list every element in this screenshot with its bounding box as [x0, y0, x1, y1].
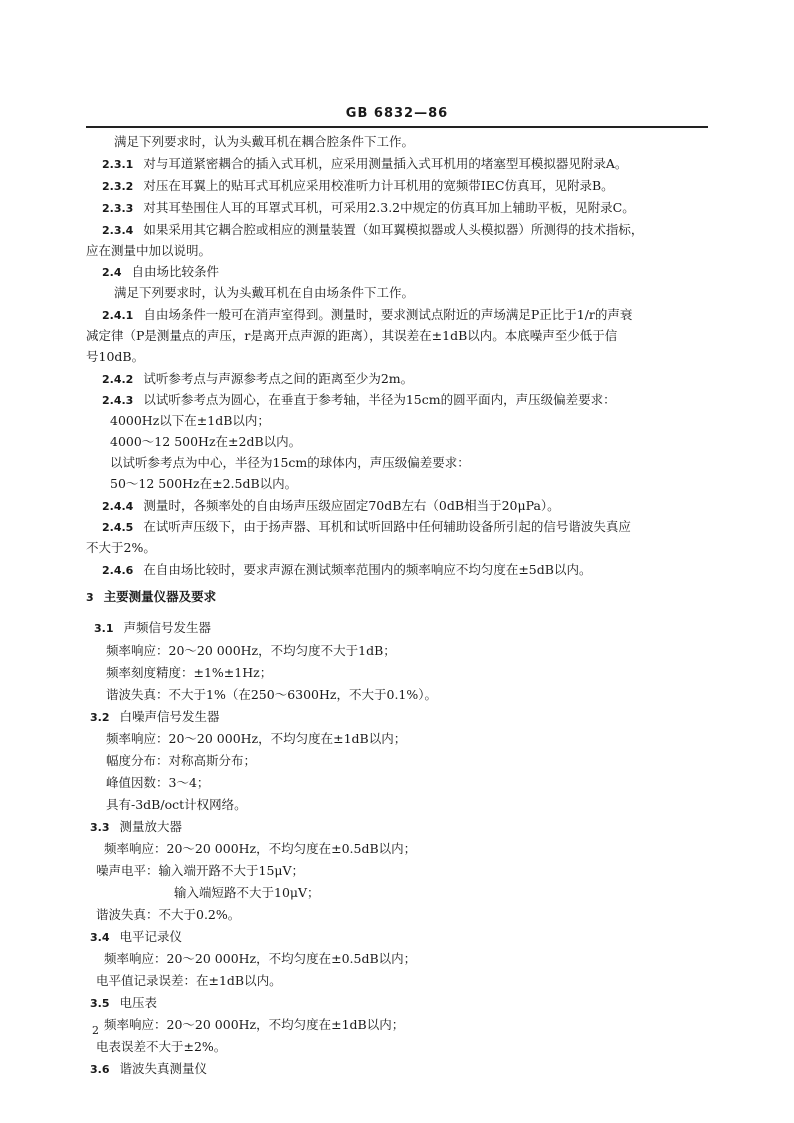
text-line — [96, 970, 282, 991]
line-text: 满足下列要求时，认为头戴耳机在自由场条件下工作。 — [114, 285, 415, 300]
line-text: 满足下列要求时，认为头戴耳机在耦合腔条件下工作。 — [114, 134, 415, 149]
section-number: 2.3.3 — [102, 202, 134, 215]
line-text: 对与耳道紧密耦合的插入式耳机，应采用测量插入式耳机用的堵塞型耳模拟器见附录A。 — [143, 156, 628, 171]
text-line — [102, 559, 591, 580]
text-line — [174, 882, 320, 903]
text-line — [102, 219, 643, 240]
line-text: 频率响应：20～20 000Hz，不均匀度在±1dB以内； — [104, 1017, 405, 1032]
page-number: 2 — [92, 1024, 99, 1037]
section-number: 3 — [86, 591, 94, 604]
text-line — [102, 516, 631, 537]
section-number: 2.3.1 — [102, 158, 134, 171]
line-text: 在自由场比较时，要求声源在测试频率范围内的频率响应不均匀度在±5dB以内。 — [143, 562, 592, 577]
section-number: 2.4.1 — [102, 309, 134, 322]
text-line — [106, 662, 272, 683]
section-number: 2.4.6 — [102, 564, 134, 577]
line-text: 电平记录仪 — [119, 929, 183, 944]
text-line — [106, 728, 406, 749]
header-rule — [86, 126, 708, 128]
line-text: 50～12 500Hz在±2.5dB以内。 — [110, 476, 298, 491]
text-line — [114, 282, 414, 303]
text-line — [86, 586, 216, 607]
line-text: 对其耳垫围住人耳的耳罩式耳机，可采用2.3.2中规定的仿真耳加上辅助平板，见附录C。 — [143, 200, 635, 215]
section-number: 3.3 — [90, 821, 110, 834]
section-number: 2.3.4 — [102, 224, 134, 237]
line-text: 如果采用其它耦合腔或相应的测量装置（如耳翼模拟器或人头模拟器）所测得的技术指标， — [143, 222, 644, 237]
section-number: 3.5 — [90, 997, 110, 1010]
document-header — [0, 106, 794, 121]
text-line — [86, 537, 156, 558]
text-line — [110, 473, 297, 494]
line-text: 电平值记录误差：在±1dB以内。 — [96, 973, 282, 988]
text-line — [90, 706, 220, 727]
line-text: 4000Hz以下在±1dB以内； — [110, 413, 270, 428]
line-text: 噪声电平：输入端开路不大于15μV； — [96, 863, 305, 878]
section-number: 2.4 — [102, 266, 122, 279]
line-text: 幅度分布：对称高斯分布； — [106, 753, 257, 768]
text-line — [114, 131, 414, 152]
line-text: 在试听声压级下，由于扬声器、耳机和试听回路中任何辅助设备所引起的信号谐波失真应 — [143, 519, 631, 534]
line-text: 主要测量仪器及要求 — [103, 589, 217, 604]
line-text: 应在测量中加以说明。 — [86, 243, 212, 258]
text-line — [102, 304, 632, 325]
text-line — [106, 794, 247, 815]
line-text: 试听参考点与声源参考点之间的距离至少为2m。 — [143, 371, 414, 386]
text-line — [102, 389, 616, 410]
text-line — [90, 1058, 207, 1079]
line-text: 以试听参考点为中心，半径为15cm的球体内，声压级偏差要求： — [110, 455, 470, 470]
section-number: 2.4.4 — [102, 500, 134, 513]
text-line — [96, 1036, 226, 1057]
text-line — [86, 240, 211, 261]
line-text: 谐波失真：不大于1%（在250～6300Hz，不大于0.1%）。 — [106, 687, 437, 702]
text-line — [106, 684, 437, 705]
line-text: 电表误差不大于±2%。 — [96, 1039, 227, 1054]
text-line — [90, 992, 157, 1013]
text-line — [90, 816, 182, 837]
line-text: 输入端短路不大于10μV； — [174, 885, 320, 900]
text-line — [102, 153, 627, 174]
line-text: 对压在耳翼上的贴耳式耳机应采用校准听力计耳机用的宽频带IEC仿真耳，见附录B。 — [143, 178, 614, 193]
section-number: 3.4 — [90, 931, 110, 944]
line-text: 电压表 — [119, 995, 158, 1010]
line-text: 白噪声信号发生器 — [119, 709, 220, 724]
text-line — [106, 750, 256, 771]
section-number: 3.6 — [90, 1063, 110, 1076]
line-text: 谐波失真测量仪 — [119, 1061, 208, 1076]
text-line — [96, 904, 240, 925]
text-line — [102, 197, 635, 218]
line-text: 自由场条件一般可在消声室得到。测量时，要求测试点附近的声场满足P正比于1/r的声衰 — [143, 307, 633, 322]
line-text: 峰值因数：3～4； — [106, 775, 210, 790]
text-line — [102, 175, 614, 196]
line-text: 减定律（P是测量点的声压，r是离开点声源的距离），其误差在±1dB以内。本底噪声至少低于信 — [86, 328, 618, 343]
section-number: 3.1 — [94, 622, 114, 635]
section-number: 2.4.5 — [102, 521, 134, 534]
text-line — [96, 860, 304, 881]
section-number: 2.3.2 — [102, 180, 134, 193]
text-line — [106, 640, 396, 661]
text-line — [104, 1014, 404, 1035]
text-line — [90, 926, 182, 947]
line-text: 频率响应：20～20 000Hz，不均匀度在±0.5dB以内； — [104, 841, 417, 856]
line-text: 测量放大器 — [119, 819, 183, 834]
text-line — [86, 346, 144, 367]
line-text: 频率响应：20～20 000Hz，不均匀度在±0.5dB以内； — [104, 951, 417, 966]
text-line — [102, 368, 413, 389]
line-text: 频率响应：20～20 000Hz，不均匀度在±1dB以内； — [106, 731, 407, 746]
standard-number: GB 6832—86 — [345, 106, 449, 121]
text-line — [102, 495, 560, 516]
section-number: 2.4.2 — [102, 373, 134, 386]
line-text: 自由场比较条件 — [131, 264, 220, 279]
text-line — [86, 325, 617, 346]
text-line — [104, 838, 416, 859]
text-line — [110, 431, 301, 452]
section-number: 2.4.3 — [102, 394, 134, 407]
text-line — [102, 261, 219, 282]
line-text: 以试听参考点为圆心，在垂直于参考轴，半径为15cm的圆平面内，声压级偏差要求： — [143, 392, 616, 407]
line-text: 4000～12 500Hz在±2dB以内。 — [110, 434, 302, 449]
line-text: 频率响应：20～20 000Hz，不均匀度不大于1dB； — [106, 643, 396, 658]
line-text: 不大于2%。 — [86, 540, 156, 555]
text-line — [106, 772, 209, 793]
line-text: 声频信号发生器 — [123, 620, 212, 635]
text-line — [110, 410, 270, 431]
text-line — [104, 948, 416, 969]
line-text: 频率刻度精度：±1%±1Hz； — [106, 665, 273, 680]
text-line — [110, 452, 470, 473]
section-number: 3.2 — [90, 711, 110, 724]
line-text: 测量时，各频率处的自由场声压级应固定70dB左右（0dB相当于20μPa）。 — [143, 498, 560, 513]
line-text: 谐波失真：不大于0.2%。 — [96, 907, 241, 922]
line-text: 具有-3dB/oct计权网络。 — [106, 797, 247, 812]
text-line — [94, 617, 211, 638]
line-text: 号10dB。 — [86, 349, 145, 364]
